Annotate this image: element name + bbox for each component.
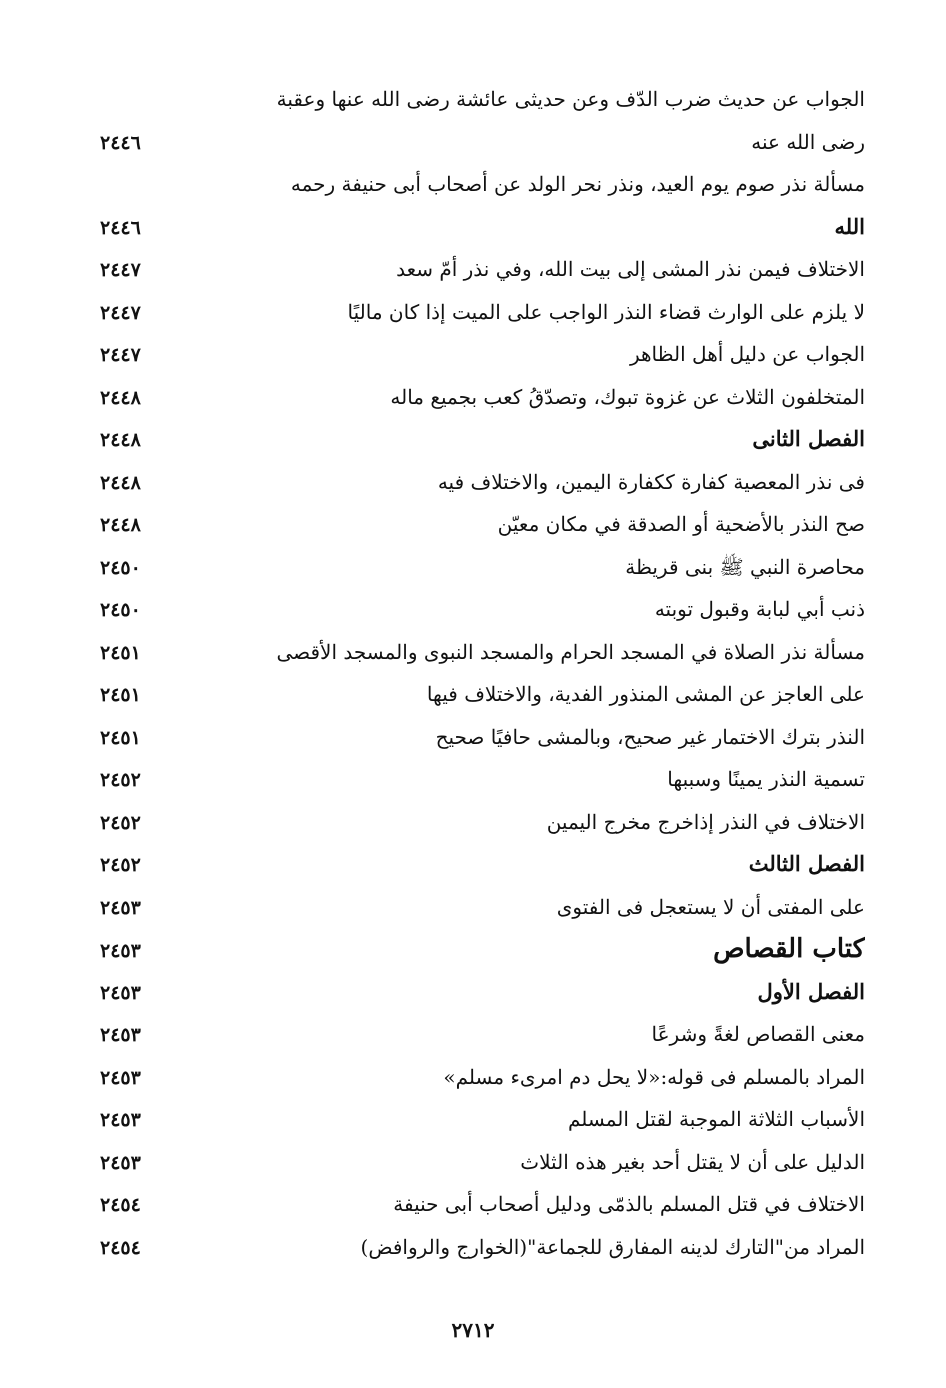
toc-entry bbox=[100, 971, 865, 1014]
toc-entry bbox=[100, 376, 865, 419]
toc-entry-title: محاصرة النبي ﷺ بنى قريظة bbox=[625, 554, 865, 579]
toc-entry-page-number: ٢٤٤٨ bbox=[100, 386, 141, 409]
toc-entry-page-number: ٢٤٥٣ bbox=[100, 940, 141, 962]
toc-entry-page-number: ٢٤٥٣ bbox=[100, 1024, 141, 1046]
toc-entry-page-number: ٢٤٤٨ bbox=[100, 429, 141, 451]
toc-entry-title: الاختلاف فيمن نذر المشى إلى بيت الله، وفي نذر أمّ سعد bbox=[396, 257, 865, 281]
toc-entry bbox=[100, 758, 865, 801]
toc-entry-page-number: ٢٤٥١ bbox=[100, 684, 141, 706]
toc-entry bbox=[100, 546, 865, 589]
toc-entry bbox=[100, 121, 865, 164]
toc-entry-page-number: ٢٤٥٣ bbox=[100, 981, 141, 1004]
toc-entry-title: تسمية النذر يمينًا وسببها bbox=[667, 767, 865, 791]
toc-entry-page-number: ٢٤٥٠ bbox=[100, 599, 141, 621]
toc-entry-title: الله bbox=[834, 213, 865, 239]
toc-entry-title: على العاجز عن المشى المنذور الفدية، والاختلاف فيها bbox=[426, 682, 865, 706]
toc-entry bbox=[100, 503, 865, 546]
toc-entry bbox=[100, 418, 865, 461]
toc-entry-title: مسألة نذر صوم يوم العيد، ونذر نحر الولد عن أصحاب أبى حنيفة رحمه bbox=[290, 172, 865, 196]
toc-entry bbox=[100, 1056, 865, 1099]
toc-entry-page-number: ٢٤٤٧ bbox=[100, 259, 141, 281]
toc-entry-title: الفصل الثالث bbox=[748, 851, 865, 876]
toc-entry-title: رضى الله عنه bbox=[751, 129, 865, 154]
toc-entry-title: المراد من"التارك لدينه المفارق للجماعة"(الخوارج والروافض) bbox=[360, 1234, 865, 1259]
toc-entry-title: النذر بترك الاختمار غير صحيح، وبالمشى حافيًا صحيح bbox=[435, 724, 865, 749]
toc-entry-page-number: ٢٤٥١ bbox=[100, 726, 141, 749]
toc-entry bbox=[100, 1098, 865, 1141]
toc-entry-title: الفصل الثانى bbox=[752, 426, 865, 451]
toc-entry bbox=[100, 78, 865, 121]
toc-entry-page-number: ٢٤٥١ bbox=[100, 641, 141, 664]
toc-entry bbox=[100, 163, 865, 206]
toc-entry-page-number: ٢٤٥٢ bbox=[100, 769, 141, 791]
table-of-contents bbox=[100, 78, 865, 1268]
page-number: ٢٧١٢ bbox=[451, 1318, 495, 1342]
toc-entry bbox=[100, 886, 865, 929]
toc-entry-page-number: ٢٤٥٣ bbox=[100, 1109, 141, 1131]
toc-entry bbox=[100, 843, 865, 886]
toc-entry bbox=[100, 291, 865, 334]
toc-entry-title: الاختلاف في قتل المسلم بالذمّى ودليل أصحاب أبى حنيفة bbox=[393, 1192, 865, 1216]
toc-entry-title: الاختلاف في النذر إذاخرج مخرج اليمين bbox=[546, 809, 865, 834]
toc-entry-title: لا يلزم على الوارث قضاء النذر الواجب على الميت إذا كان ماليًا bbox=[347, 299, 865, 324]
toc-entry-page-number: ٢٤٥٣ bbox=[100, 1151, 141, 1174]
toc-entry-title: معنى القصاص لغةً وشرعًا bbox=[651, 1022, 865, 1046]
toc-entry bbox=[100, 206, 865, 249]
toc-entry bbox=[100, 461, 865, 504]
toc-entry bbox=[100, 801, 865, 844]
toc-entry-title: ذنب أبي لبابة وقبول توبته bbox=[654, 597, 865, 621]
toc-entry-title: الفصل الأول bbox=[757, 978, 865, 1004]
toc-entry-title: فى نذر المعصية كفارة ككفارة اليمين، والاختلاف فيه bbox=[437, 469, 865, 494]
toc-entry-page-number: ٢٤٤٦ bbox=[100, 216, 141, 239]
toc-entry-page-number: ٢٤٥٢ bbox=[100, 811, 141, 834]
toc-entry bbox=[100, 333, 865, 376]
toc-entry bbox=[100, 631, 865, 674]
toc-entry-page-number: ٢٤٤٧ bbox=[100, 301, 141, 324]
toc-entry-title: صح النذر بالأضحية أو الصدقة في مكان معيّن bbox=[497, 512, 865, 536]
toc-entry-page-number: ٢٤٥٣ bbox=[100, 1066, 141, 1089]
toc-entry-title: الدليل على أن لا يقتل أحد بغير هذه الثلاث bbox=[520, 1149, 865, 1174]
toc-entry bbox=[100, 928, 865, 971]
toc-entry bbox=[100, 716, 865, 759]
toc-entry bbox=[100, 248, 865, 291]
toc-entry-page-number: ٢٤٥٣ bbox=[100, 896, 141, 919]
toc-entry-page-number: ٢٤٤٨ bbox=[100, 514, 141, 536]
toc-entry bbox=[100, 1226, 865, 1269]
toc-entry bbox=[100, 673, 865, 716]
toc-entry bbox=[100, 1013, 865, 1056]
toc-entry-page-number: ٢٤٥٤ bbox=[100, 1194, 141, 1216]
toc-entry-page-number: ٢٤٥٤ bbox=[100, 1236, 141, 1259]
toc-entry bbox=[100, 588, 865, 631]
toc-entry-title: المتخلفون الثلاث عن غزوة تبوك، وتصدّقُ كعب بجميع ماله bbox=[390, 384, 865, 409]
toc-entry-page-number: ٢٤٤٦ bbox=[100, 131, 141, 154]
toc-entry-title: الأسباب الثلاثة الموجبة لقتل المسلم bbox=[567, 1107, 865, 1131]
toc-entry-title: الجواب عن حديث ضرب الدّف وعن حديثى عائشة رضى الله عنها وعقبة bbox=[276, 87, 865, 111]
toc-entry bbox=[100, 1141, 865, 1184]
toc-entry-page-number: ٢٤٤٨ bbox=[100, 471, 141, 494]
toc-entry-page-number: ٢٤٥٠ bbox=[100, 556, 141, 579]
toc-entry bbox=[100, 1183, 865, 1226]
toc-entry-page-number: ٢٤٥٢ bbox=[100, 854, 141, 876]
toc-entry-title: مسألة نذر الصلاة في المسجد الحرام والمسجد النبوى والمسجد الأقصى bbox=[276, 639, 865, 664]
toc-entry-title: كتاب القصاص bbox=[713, 934, 865, 964]
toc-entry-page-number: ٢٤٤٧ bbox=[100, 344, 141, 366]
toc-entry-title: على المفتى أن لا يستعجل فى الفتوى bbox=[556, 894, 865, 919]
toc-entry-title: المراد بالمسلم فى قوله:«لا يحل دم امرىء مسلم» bbox=[443, 1064, 865, 1089]
toc-entry-title: الجواب عن دليل أهل الظاهر bbox=[629, 342, 865, 366]
